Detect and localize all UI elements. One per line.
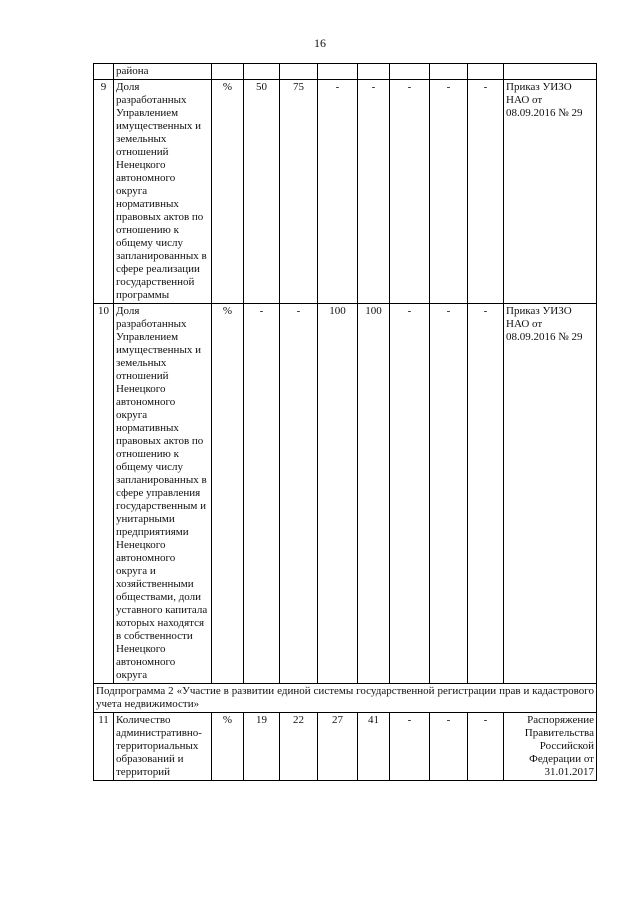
value-cell: 50 bbox=[244, 80, 280, 304]
value-cell: - bbox=[468, 304, 504, 684]
value-cell: - bbox=[390, 80, 430, 304]
row-number: 11 bbox=[94, 713, 114, 781]
table-row bbox=[94, 80, 597, 304]
value-cell: - bbox=[244, 304, 280, 684]
value-cell: 27 bbox=[318, 713, 358, 781]
indicator-name: района bbox=[114, 64, 212, 80]
value-cell: - bbox=[430, 80, 468, 304]
source-document: Распоряжение Правительства Российской Федерации от 31.01.2017 bbox=[504, 713, 597, 781]
page-number: 16 bbox=[314, 36, 326, 50]
value-cell: 22 bbox=[280, 713, 318, 781]
unit-cell: % bbox=[212, 304, 244, 684]
unit-cell: % bbox=[212, 713, 244, 781]
table-row-continuation bbox=[94, 64, 597, 80]
subprogram-row bbox=[94, 684, 597, 713]
value-cell: - bbox=[280, 304, 318, 684]
row-number: 10 bbox=[94, 304, 114, 684]
value-cell: - bbox=[318, 80, 358, 304]
value-cell: - bbox=[390, 713, 430, 781]
table-row bbox=[94, 713, 597, 781]
value-cell: 75 bbox=[280, 80, 318, 304]
source-document: Приказ УИЗО НАО от 08.09.2016 № 29 bbox=[504, 80, 597, 304]
indicators-table bbox=[93, 63, 597, 781]
value-cell: 100 bbox=[358, 304, 390, 684]
source-document: Приказ УИЗО НАО от 08.09.2016 № 29 bbox=[504, 304, 597, 684]
value-cell: 100 bbox=[318, 304, 358, 684]
indicator-name: Доля разработанных Управлением имущественных и земельных отношений Ненецкого автономного округа нормативных правовых актов по отношению к общему числу запланированных в сфере управления государственным и унитарными предприятиями Ненецкого автономного округа и хозяйственными обществами, доли уставного капитала которых находятся в собственности Ненецкого автономного округа bbox=[114, 304, 212, 684]
value-cell: - bbox=[358, 80, 390, 304]
cell-num bbox=[94, 64, 114, 80]
table-row bbox=[94, 304, 597, 684]
value-cell: 19 bbox=[244, 713, 280, 781]
value-cell: 41 bbox=[358, 713, 390, 781]
value-cell: - bbox=[468, 80, 504, 304]
indicator-name: Доля разработанных Управлением имущественных и земельных отношений Ненецкого автономного округа нормативных правовых актов по отношению к общему числу запланированных в сфере реализации государственной программы bbox=[114, 80, 212, 304]
value-cell: - bbox=[468, 713, 504, 781]
value-cell: - bbox=[430, 713, 468, 781]
unit-cell: % bbox=[212, 80, 244, 304]
value-cell: - bbox=[390, 304, 430, 684]
indicator-name: Количество административно-территориальных образований и территорий bbox=[114, 713, 212, 781]
subprogram-title: Подпрограмма 2 «Участие в развитии единой системы государственной регистрации прав и кадастрового учета недвижимости» bbox=[94, 684, 597, 713]
row-number: 9 bbox=[94, 80, 114, 304]
value-cell: - bbox=[430, 304, 468, 684]
